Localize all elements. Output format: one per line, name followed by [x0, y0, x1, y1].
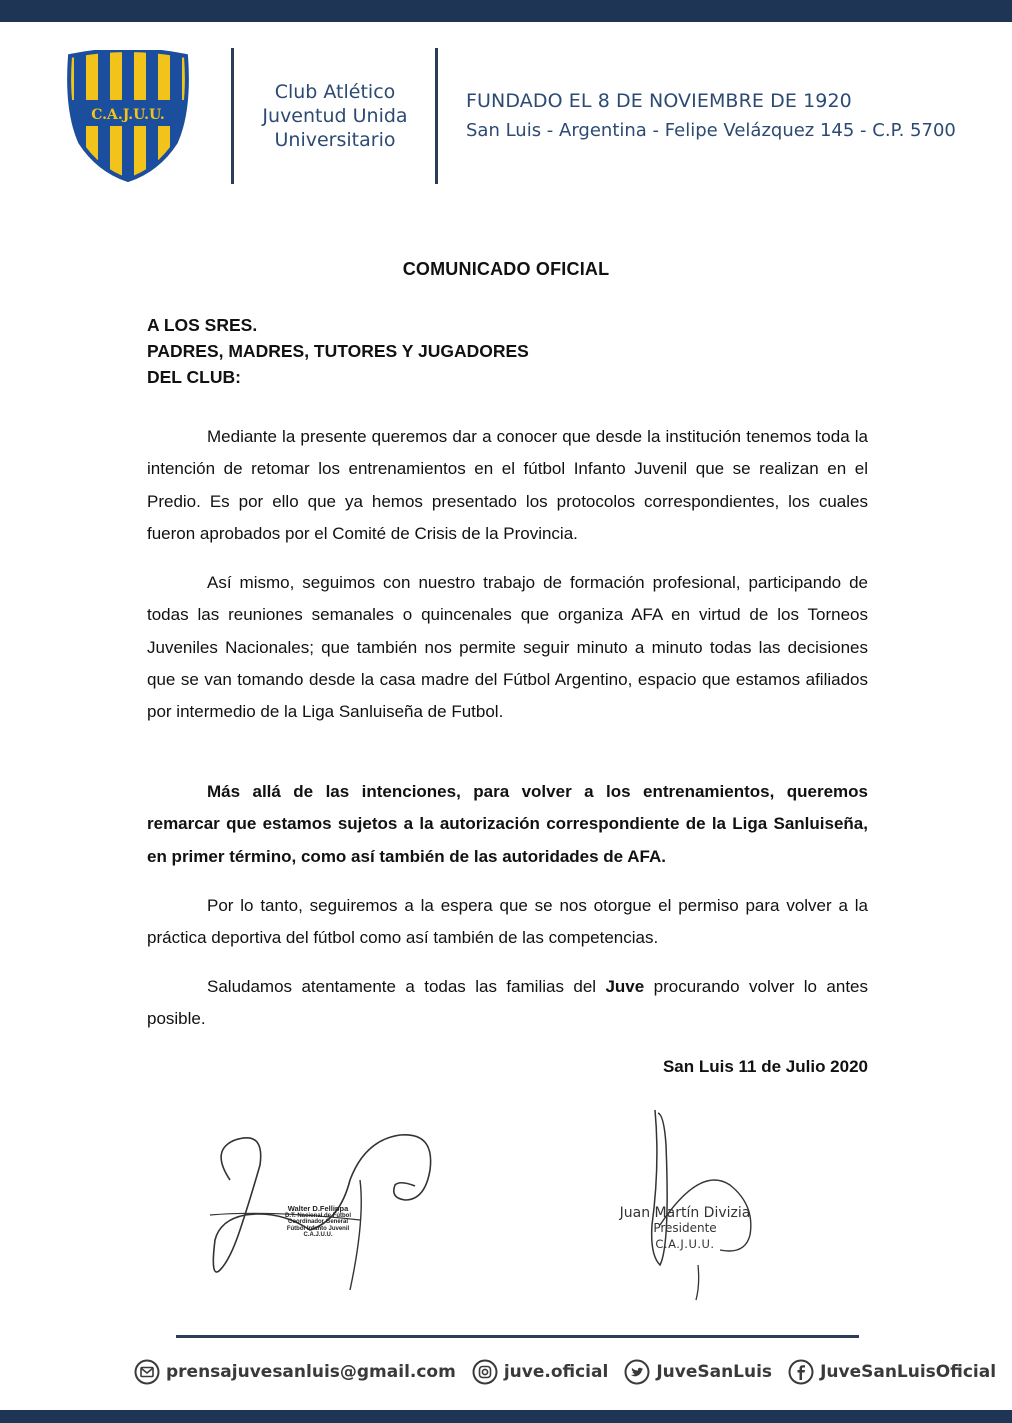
footer-divider	[176, 1335, 859, 1338]
paragraph-4: Por lo tanto, seguiremos a la espera que se nos otorgue el permiso para volver a la práctica deportiva del fútbol como así también de las competencias.	[147, 896, 868, 948]
bottom-border-bar	[0, 1410, 1012, 1423]
twitter-text: JuveSanLuis	[656, 1362, 773, 1382]
email-icon	[134, 1359, 160, 1385]
letter-date: San Luis 11 de Julio 2020	[662, 1057, 868, 1076]
email-text: prensajuvesanluis@gmail.com	[166, 1362, 456, 1382]
club-crest-logo	[66, 50, 190, 182]
instagram-text: juve.oficial	[503, 1362, 609, 1382]
facebook-text: JuveSanLuisOficial	[820, 1362, 997, 1382]
header-divider-right	[435, 48, 438, 184]
club-address: San Luis - Argentina - Felipe Velázquez 145 - C.P. 5700	[466, 120, 956, 141]
contact-email[interactable]	[134, 1359, 456, 1385]
club-name: Club Atlético Juventud Unida Universitario	[262, 81, 408, 151]
paragraph-5: Saludamos atentamente a todas las familias del Juve procurando volver lo antes posible.	[147, 977, 868, 1029]
facebook-icon	[788, 1359, 814, 1385]
left-stamp: Walter D.Fellippa D.T. Nacional de Fútbol Coordinador General Fútbol Infanto Juvenil C.A.J.U.U.	[284, 1204, 351, 1238]
twitter-icon	[624, 1359, 650, 1385]
top-border-bar	[0, 0, 1012, 22]
instagram-icon	[472, 1359, 498, 1385]
addressee-block: A LOS SRES. PADRES, MADRES, TUTORES Y JUGADORES DEL CLUB:	[147, 315, 529, 387]
svg-text:C.A.J.U.U.: C.A.J.U.U.	[91, 107, 165, 123]
contact-instagram[interactable]	[472, 1359, 608, 1385]
paragraph-2: Así mismo, seguimos con nuestro trabajo de formación profesional, participando de todas las reuniones semanales o quincenales que organiza AFA en virtud de los Torneos Juveniles Nacionales; que también nos permite seguir minuto a minuto todas las decisiones que se van tomando desde la casa madre del Fútbol Argentino, espacio que estamos afiliados por intermedio de la Liga Sanluiseña de Futbol.	[147, 573, 868, 722]
letter-title: COMUNICADO OFICIAL	[402, 259, 610, 279]
paragraph-1: Mediante la presente queremos dar a conocer que desde la institución tenemos toda la intención de retomar los entrenamientos en el fútbol Infanto Juvenil que se realizan en el Predio. Es por ello que ya hemos presentado los protocolos correspondientes, los cuales fueron aprobados por el Comité de Crisis de la Provincia.	[147, 427, 868, 543]
contact-twitter[interactable]	[624, 1359, 772, 1385]
contact-facebook[interactable]	[788, 1359, 996, 1385]
paragraph-3: Más allá de las intenciones, para volver a los entrenamientos, queremos remarcar que estamos sujetos a la autorización correspondiente de la Liga Sanluiseña, en primer término, como así también de las autoridades de AFA.	[147, 782, 868, 866]
contact-bar	[134, 1357, 996, 1387]
header-divider-left	[231, 48, 234, 184]
founded-date: FUNDADO EL 8 DE NOVIEMBRE DE 1920	[466, 90, 852, 112]
right-stamp: Juan Martín Divizia Presidente C.A.J.U.U.	[619, 1205, 751, 1251]
